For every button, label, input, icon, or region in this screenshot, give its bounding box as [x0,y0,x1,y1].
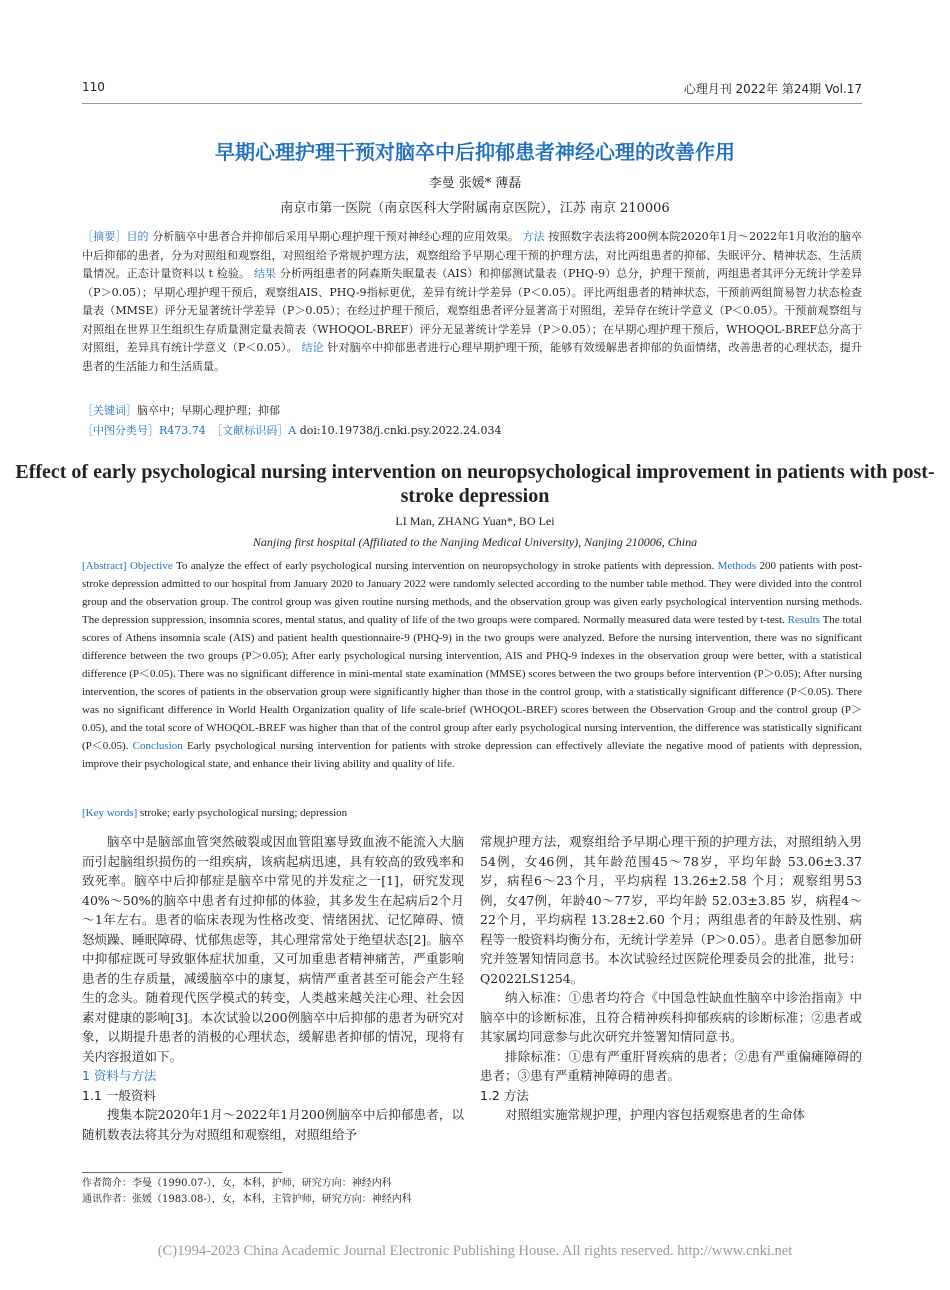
footnote-divider [82,1172,282,1173]
header-divider [82,103,862,104]
methods-label: 方法 [522,230,545,243]
keywords-english [82,804,862,823]
methods-en-label: Methods [717,560,757,572]
keywords-text: 脑卒中；早期心理护理；抑郁 [137,404,280,417]
footnote-author: 作者简介：李曼（1990.07-），女，本科，护师，研究方向：神经内科 [82,1178,392,1189]
abstract-label: ［摘要］目的 [82,230,149,243]
general-data-paragraph: 搜集本院2020年1月～2022年1月200例脑卒中后抑郁患者，以随机数表法将其分为对照组和观察组，对照组给予 [82,1107,464,1142]
abstract-en-results: The total scores of Athens insomnia scale (AIS) and patient health questionnaire-9 (PHQ-9) in the two groups were analyzed. Before the nursing intervention, there was no significant difference between the two groups (P＞0.05); After early psychological nursing intervention, AIS and PHQ-9 indexes in the observation group were better, with a statistical difference (P＜0.05). There was no significant difference in mini-mental state examination (MMSE) scores between the two groups before intervention (P＞0.05); After nursing intervention, the scores of patients in the observation group were significantly higher than those in the control group, with a statistically significant difference (P＜0.05). There was no significant difference in World Health Organization quality of life scale-brief (WHOQOL-BREF) scores between the Observation Group and the control group (P＞0.05), and the total score of WHOQOL-BREF was higher than that of the control group after early psychological nursing intervention, the difference was statistically significant (P＜0.05). [82,614,862,752]
results-label: 结果 [253,267,277,280]
keywords-chinese [82,402,862,421]
general-data-continued: 常规护理方法，观察组给予早期心理干预的护理方法，对照组纳入男54例，女46例，其年龄范围45～78岁，平均年龄 53.06±3.37 岁，病程6～23个月，平均病程 13.26±2.58 个月；观察组男53例，女47例，年龄40～77岁，平均年龄 52.03±3.85 岁，病程4～22个月，平均病程 13.28±2.60 个月；两组患者的年龄及性别、病程等一般资料均衡分布，无统计学差异（P＞0.05）。患者自愿参加研究并签署知情同意书。本次试验经过医院伦理委员会的批准，批号：Q2022LS1254。 [480,834,862,986]
keywords-en-text: stroke; early psychological nursing; depression [140,807,348,819]
title-chinese: 早期心理护理干预对脑卒中后抑郁患者神经心理的改善作用 [215,140,735,164]
exclusion-criteria: 排除标准：①患有严重肝肾疾病的患者；②患有严重偏瘫障碍的患者；③患有严重精神障碍的患者。 [480,1048,862,1083]
title-english: Effect of early psychological nursing intervention on neuropsychological improvement in patients with post-stroke depression [15,461,935,507]
abstract-en-methods: 200 patients with post-stroke depression admitted to our hospital from January 2020 to January 2022 were randomly selected according to the number table method. They were divided into the control group and the observation group. The control group was given routine nursing methods, and the observation group was given early psychological intervention nursing methods. The depression suppression, insomnia scores, mental status, and quality of life of the two groups were compared. Normally measured data were tested by t-test. [82,560,862,626]
keywords-label: ［关键词］ [82,404,137,417]
intro-paragraph: 脑卒中是脑部血管突然破裂或因血管阻塞导致血液不能流入大脑而引起脑组织损伤的一组疾病，该病起病迅速，具有较高的致残率和致死率。脑卒中后抑郁症是脑卒中常见的并发症之一[1]，研究发现40%～50%的脑卒中患者有过抑郁的体验，其多发生在起病后2个月～1年左右。患者的临床表现为性格改变、情绪困扰、记忆障碍、愤怒烦躁、睡眠障碍、忧郁焦虑等，其心理常常处于绝望状态[2]。脑卒中抑郁症既可导致躯体症状加重，又可加重患者精神痛苦，严重影响患者的生存质量，减缓脑卒中的康复，病情严重者甚至可能会产生轻生的念头。随着现代医学模式的转变，人类越来越关注心理、社会因素对健康的影响[3]。本次试验以200例脑卒中后抑郁的患者为研究对象，以期提升患者的消极的心理状态，缓解患者抑郁的情况，现将有关内容报道如下。 [82,834,464,1064]
classification-label: ［中图分类号］R473.74 ［文献标识码］A [82,424,297,437]
copyright-footer: (C)1994-2023 China Academic Journal Electronic Publishing House. All rights reserved. http://www.cnki.net [157,1243,793,1259]
section-heading-1-1: 1.1 一般资料 [82,1087,156,1103]
footnote-corresponding: 通讯作者：张媛（1983.08-），女，本科，主管护师，研究方向：神经内科 [82,1194,412,1205]
section-heading-1: 1 资料与方法 [82,1068,157,1083]
authors-english: LI Man, ZHANG Yuan*, BO Lei [395,514,555,528]
body-right-column [480,832,862,1125]
abstract-objective: 分析脑卒中患者合并抑郁后采用早期心理护理干预对神经心理的应用效果。 [152,230,519,243]
authors-chinese: 李曼 张媛* 薄磊 [428,176,522,191]
affiliation-chinese: 南京市第一医院（南京医科大学附属南京医院），江苏 南京 210006 [280,201,670,216]
classification-line [82,422,862,441]
abstract-en-objective: To analyze the effect of early psychological nursing intervention on neuropsychology in stroke patients with depression. [175,560,715,572]
abstract-en-label: [Abstract] Objective [82,560,173,572]
running-header [82,80,862,97]
abstract-chinese [82,228,862,376]
body-left-column [82,832,464,1144]
journal-info: 心理月刊 2022年 第24期 Vol.17 [683,82,862,96]
affiliation-english: Nanjing first hospital (Affiliated to the Nanjing Medical University), Nanjing 210006, China [252,535,698,549]
conclusion-label: 结论 [301,341,324,354]
section-heading-1-2: 1.2 方法 [480,1087,529,1103]
conclusion-en-label: Conclusion [132,740,183,752]
results-en-label: Results [787,614,821,626]
methods-paragraph: 对照组实施常规护理，护理内容包括观察患者的生命体 [505,1107,806,1122]
abstract-results: 分析两组患者的阿森斯失眠量表（AIS）和抑郁测试量表（PHQ-9）总分，护理干预前，两组患者其评分无统计学差异（P＞0.05）；早期心理护理干预后，观察组AIS、PHQ-9指标更优，差异有统计学差异（P＜0.05）。评比两组患者的精神状态，干预前两组简易智力状态检查量表（MMSE）评分无显著统计学差异（P＞0.05）；在经过护理干预后，观察组患者评分显著高于对照组，差异存在统计学意义（P＜0.05）。干预前观察组与对照组在世界卫生组织生存质量测定量表简表（WHOQOL-BREF）评分无显著统计学差异（P＞0.05）；在早期心理护理干预后，WHOQOL-BREF总分高于对照组，差异具有统计学意义（P＜0.05）。 [82,267,863,354]
abstract-en-conclusion: Early psychological nursing intervention for patients with stroke depression can effectively alleviate the negative mood of patients with depression, improve their psychological state, and enhance their living ability and quality of life. [82,740,863,770]
keywords-en-label: [Key words] [82,807,138,819]
page-number: 110 [82,80,105,94]
inclusion-criteria: 纳入标准：①患者均符合《中国急性缺血性脑卒中诊治指南》中脑卒中的诊断标准，且符合精神疾科抑郁疾病的诊断标准；②患者或其家属均同意参与此次研究并签署知情同意书。 [480,990,862,1044]
abstract-methods: 按照数字表法将200例本院2020年1月～2022年1月收治的脑卒中后抑郁的患者，分为对照组和观察组，对照组给予常规护理方法，观察组给予早期心理干预的护理方法，对比两组患者的抑郁、失眠评分、精神状态、生活质量情况。正态计量资料以 t 检验。 [82,230,863,280]
abstract-english [82,557,862,773]
doi: doi:10.19738/j.cnki.psy.2022.24.034 [299,424,502,437]
abstract-conclusion: 针对脑卒中抑郁患者进行心理早期护理干预，能够有效缓解患者抑郁的负面情绪，改善患者的心理状态，提升患者的生活能力和生活质量。 [82,341,863,373]
